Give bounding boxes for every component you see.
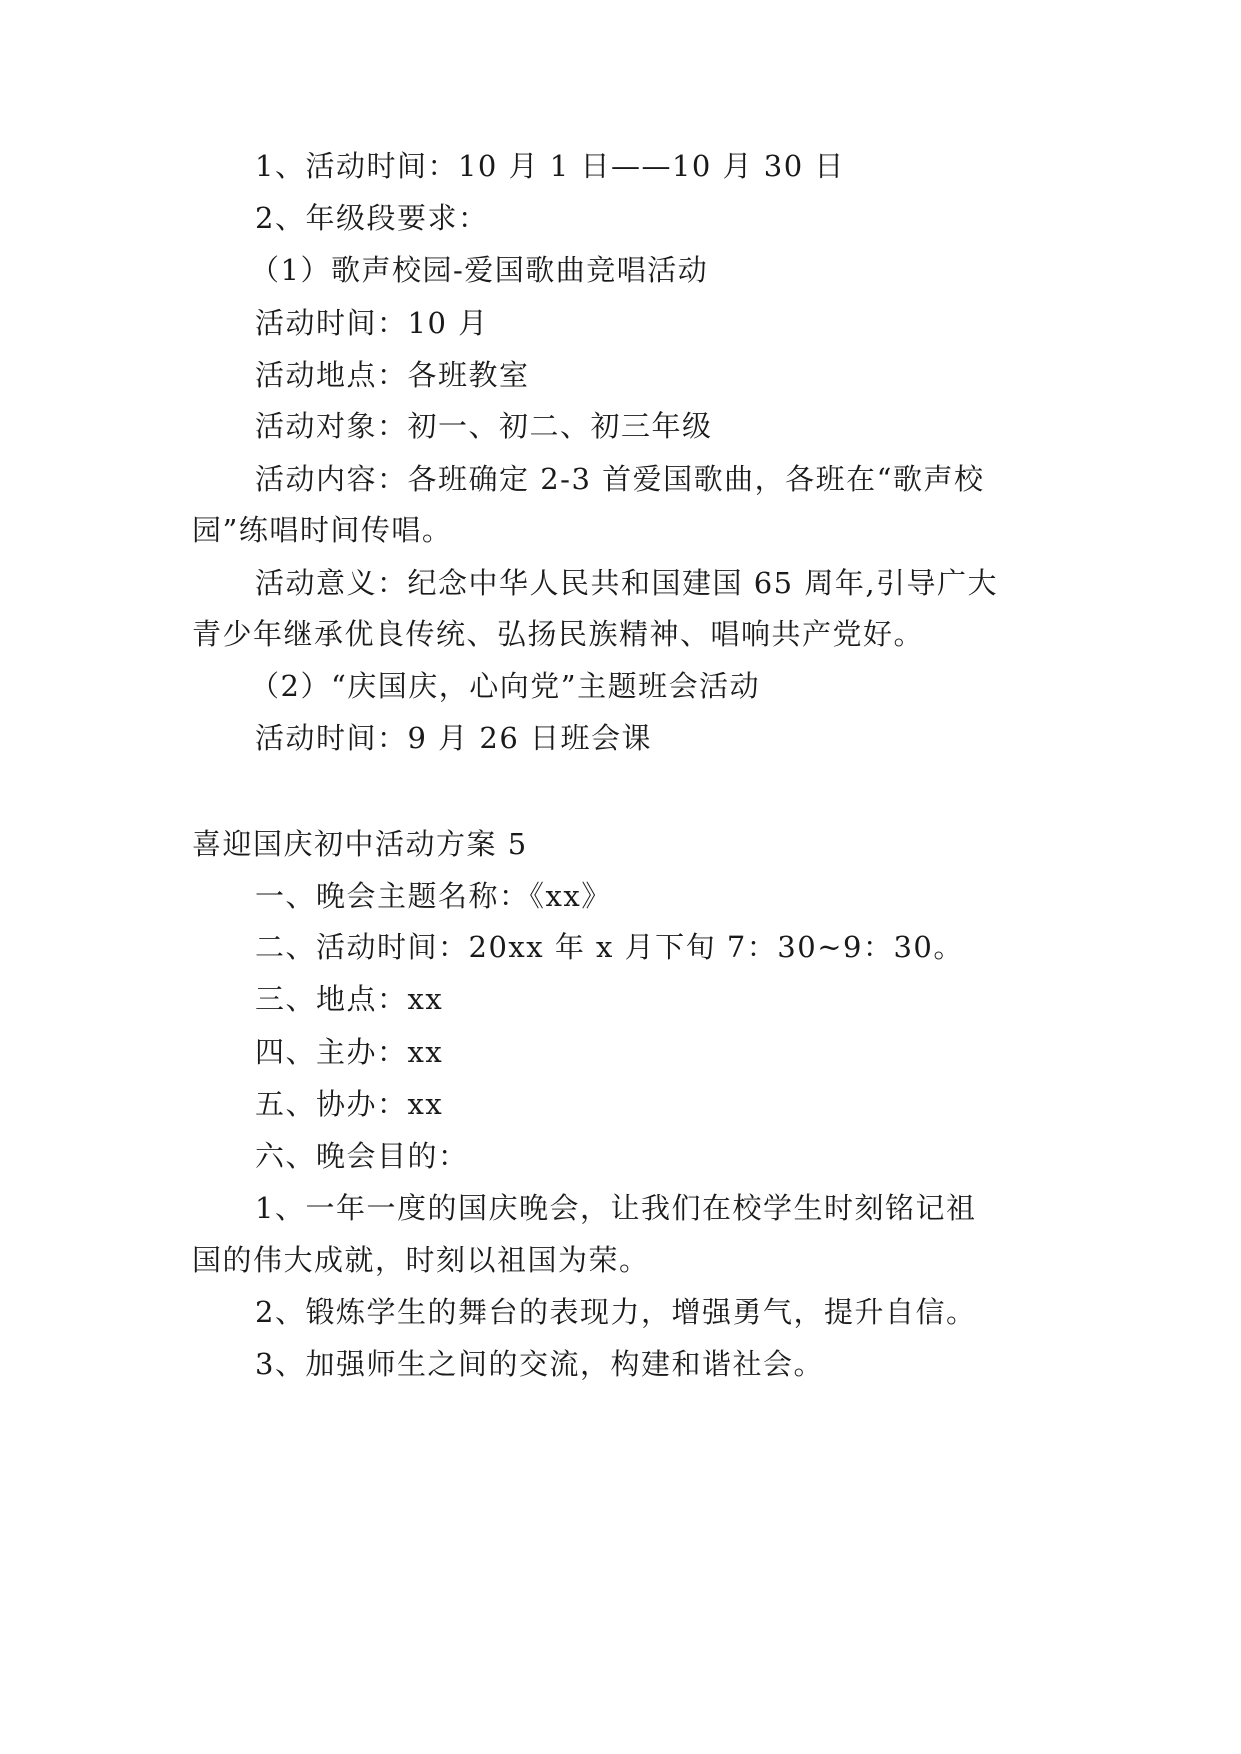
section-title: 喜迎国庆初中活动方案 5 [192,827,528,861]
paragraph-line: 国的伟大成就，时刻以祖国为荣。 [192,1243,650,1277]
paragraph-line: 1、活动时间：10 月 1 日——10 月 30 日 [255,149,845,183]
paragraph-line: 活动对象：初一、初二、初三年级 [255,409,713,443]
paragraph-line: 1、一年一度的国庆晚会，让我们在校学生时刻铭记祖 [255,1191,977,1225]
paragraph-line: 活动地点：各班教室 [255,358,530,392]
subsection-heading: （2）“庆国庆，心向党”主题班会活动 [250,669,761,703]
paragraph-line: 青少年继承优良传统、弘扬民族精神、唱响共产党好。 [192,617,925,651]
paragraph-line: 六、晚会目的： [255,1139,469,1173]
paragraph-line: 2、锻炼学生的舞台的表现力，增强勇气，提升自信。 [255,1295,977,1329]
paragraph-line: 活动时间：9 月 26 日班会课 [255,721,653,755]
paragraph-line: 三、地点：xx [255,982,444,1016]
paragraph-line: 五、协办：xx [255,1087,444,1121]
paragraph-line: 2、年级段要求： [255,201,489,235]
paragraph-line: 活动时间：10 月 [255,306,489,340]
paragraph-line: 活动内容：各班确定 2-3 首爱国歌曲，各班在“歌声校 [255,462,985,496]
subsection-heading: （1）歌声校园-爱国歌曲竞唱活动 [250,253,709,287]
paragraph-line: 3、加强师生之间的交流，构建和谐社会。 [255,1347,824,1381]
paragraph-line: 一、晚会主题名称：《xx》 [255,879,612,913]
paragraph-line: 二、活动时间：20xx 年 x 月下旬 7：30~9：30。 [255,930,964,964]
paragraph-line: 四、主办：xx [255,1035,444,1069]
paragraph-line: 园”练唱时间传唱。 [192,513,453,547]
paragraph-line: 活动意义：纪念中华人民共和国建国 65 周年,引导广大 [255,566,999,600]
